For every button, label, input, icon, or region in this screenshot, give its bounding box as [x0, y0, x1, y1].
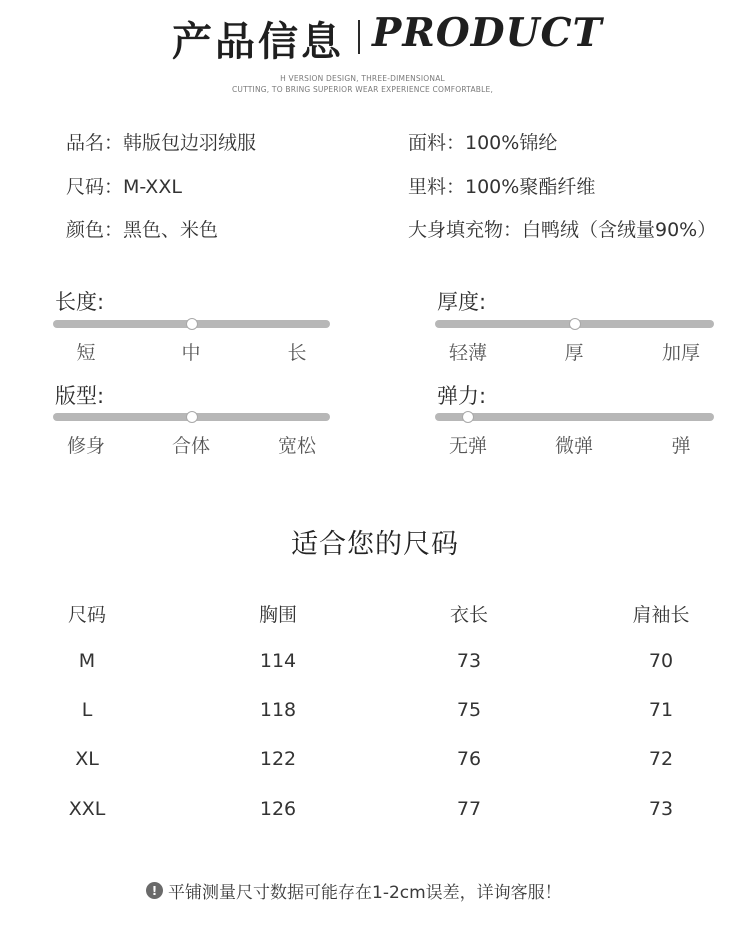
scale-fit-indicator — [186, 411, 198, 423]
scale-length-label-mid: 中 — [181, 342, 201, 364]
scale-fit-title: 版型: — [55, 384, 105, 408]
table-cell: 75 — [456, 699, 482, 721]
scale-elasticity-title: 弹力: — [437, 384, 487, 408]
scale-thickness-title: 厚度: — [437, 290, 487, 314]
table-header-length: 衣长 — [449, 604, 489, 626]
exclamation-circle-icon: ! — [146, 882, 163, 899]
table-cell: 77 — [456, 798, 482, 820]
info-lining: 里料：100%聚酯纤维 — [408, 176, 596, 198]
title-divider — [358, 20, 360, 54]
scale-elasticity-track — [435, 413, 714, 421]
scale-fit-label-mid: 合体 — [171, 435, 211, 457]
scale-thickness-label-low: 轻薄 — [448, 342, 488, 364]
scale-elasticity-label-mid: 微弹 — [554, 435, 594, 457]
info-filling: 大身填充物：白鸭绒（含绒量90%） — [408, 219, 717, 241]
table-cell: XL — [75, 748, 99, 770]
table-cell: 73 — [456, 650, 482, 672]
scale-fit-label-low: 修身 — [66, 435, 106, 457]
info-color: 颜色：黑色、米色 — [66, 219, 219, 241]
info-size: 尺码：M-XXL — [66, 176, 182, 198]
table-cell: 72 — [648, 748, 674, 770]
table-header-chest: 胸围 — [258, 604, 298, 626]
table-cell: 114 — [259, 650, 297, 672]
scale-thickness-label-high: 加厚 — [661, 342, 701, 364]
scale-elasticity-label-high: 弹 — [671, 435, 691, 457]
info-name: 品名：韩版包边羽绒服 — [66, 132, 257, 154]
scale-elasticity-label-low: 无弹 — [448, 435, 488, 457]
scale-fit-label-high: 宽松 — [277, 435, 317, 457]
table-cell: 76 — [456, 748, 482, 770]
table-cell: 118 — [259, 699, 297, 721]
scale-thickness-label-mid: 厚 — [564, 342, 584, 364]
table-header-shoulder-sleeve: 肩袖长 — [632, 604, 690, 626]
table-cell: 70 — [648, 650, 674, 672]
measurement-note-text: 平铺测量尺寸数据可能存在1-2cm误差，详询客服！ — [168, 883, 562, 903]
title-cn: 产品信息 — [172, 19, 344, 65]
subtitle-line-2: CUTTING, TO BRING SUPERIOR WEAR EXPERIENCE COMFORTABLE, — [231, 85, 494, 94]
table-cell: L — [81, 699, 93, 721]
table-header-size: 尺码 — [67, 604, 107, 626]
table-cell: 71 — [648, 699, 674, 721]
table-cell: 126 — [259, 798, 297, 820]
table-cell: 122 — [259, 748, 297, 770]
scale-length-label-high: 长 — [287, 342, 307, 364]
title-en: PRODUCT — [372, 10, 603, 56]
table-cell: XXL — [68, 798, 106, 820]
info-fabric: 面料：100%锦纶 — [408, 132, 558, 154]
size-table-title: 适合您的尺码 — [291, 529, 459, 560]
scale-length-label-low: 短 — [76, 342, 96, 364]
scale-elasticity-indicator — [462, 411, 474, 423]
table-cell: 73 — [648, 798, 674, 820]
scale-length-indicator — [186, 318, 198, 330]
subtitle-line-1: H VERSION DESIGN, THREE-DIMENSIONAL — [280, 74, 445, 83]
scale-length-title: 长度: — [55, 290, 105, 314]
measurement-note — [146, 878, 562, 903]
scale-thickness-indicator — [569, 318, 581, 330]
table-cell: M — [78, 650, 96, 672]
